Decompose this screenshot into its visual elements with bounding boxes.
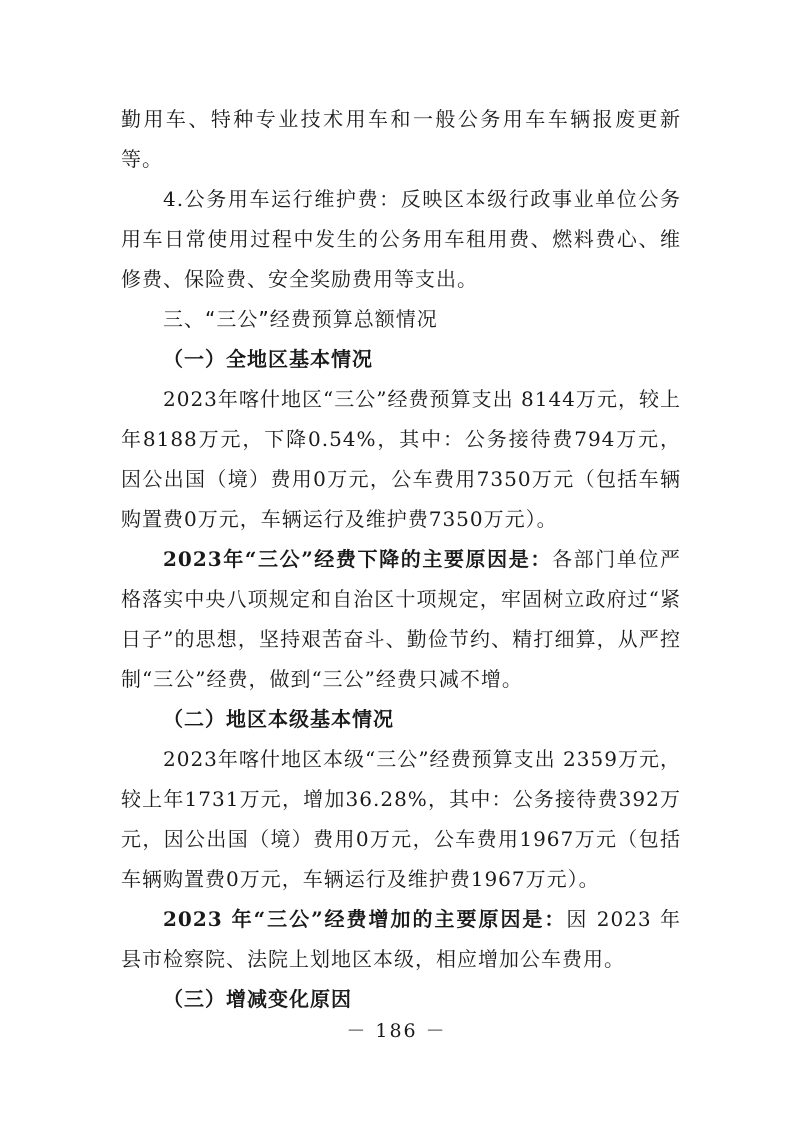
subheading-region-overview: （一）全地区基本情况 — [163, 347, 373, 371]
paragraph-vehicle-operation: 4.公务用车运行维护费：反映区本级行政事业单位公务用车日常使用过程中发生的公务用车租用费、燃料费心、维修费、保险费、安全奖励费用等支出。 — [121, 187, 681, 291]
paragraph-increase-reason — [121, 899, 681, 979]
subheading-prefecture-level: （二）地区本级基本情况 — [163, 707, 394, 731]
decrease-reason-body: 各部门单位严格落实中央八项规定和自治区十项规定，牢固树立政府过“紧日子”的思想，坚持艰苦奋斗、勤俭节约、精打细算，从严控制“三公”经费，做到“三公”经费只减不增。 — [121, 547, 682, 691]
increase-reason-body: 因 2023 年县市检察院、法院上划地区本级，相应增加公车费用。 — [121, 907, 681, 971]
document-body — [121, 99, 681, 1019]
paragraph-decrease-reason — [121, 539, 681, 699]
page-number: － 186 － — [346, 1020, 447, 1042]
section-heading-three-public: 三、“三公”经费预算总额情况 — [163, 307, 438, 331]
paragraph-region-budget: 2023年喀什地区“三公”经费预算支出 8144万元，较上年8188万元，下降0.54%，其中：公务接待费794万元，因公出国（境）费用0万元，公车费用7350万元（包括车辆购置费0万元，车辆运行及维护费7350万元）。 — [121, 387, 681, 531]
paragraph-prefecture-budget: 2023年喀什地区本级“三公”经费预算支出 2359万元，较上年1731万元，增加36.28%，其中：公务接待费392万元，因公出国（境）费用0万元，公车费用1967万元（包括车辆购置费0万元，车辆运行及维护费1967万元）。 — [121, 747, 681, 891]
subheading-change-reasons: （三）增减变化原因 — [163, 987, 352, 1011]
decrease-reason-lead: 2023年“三公”经费下降的主要原因是： — [163, 547, 552, 571]
increase-reason-lead: 2023 年“三公”经费增加的主要原因是： — [163, 907, 567, 931]
paragraph-vehicle-purchase-tail: 勤用车、特种专业技术用车和一般公务用车车辆报废更新等。 — [121, 107, 681, 171]
